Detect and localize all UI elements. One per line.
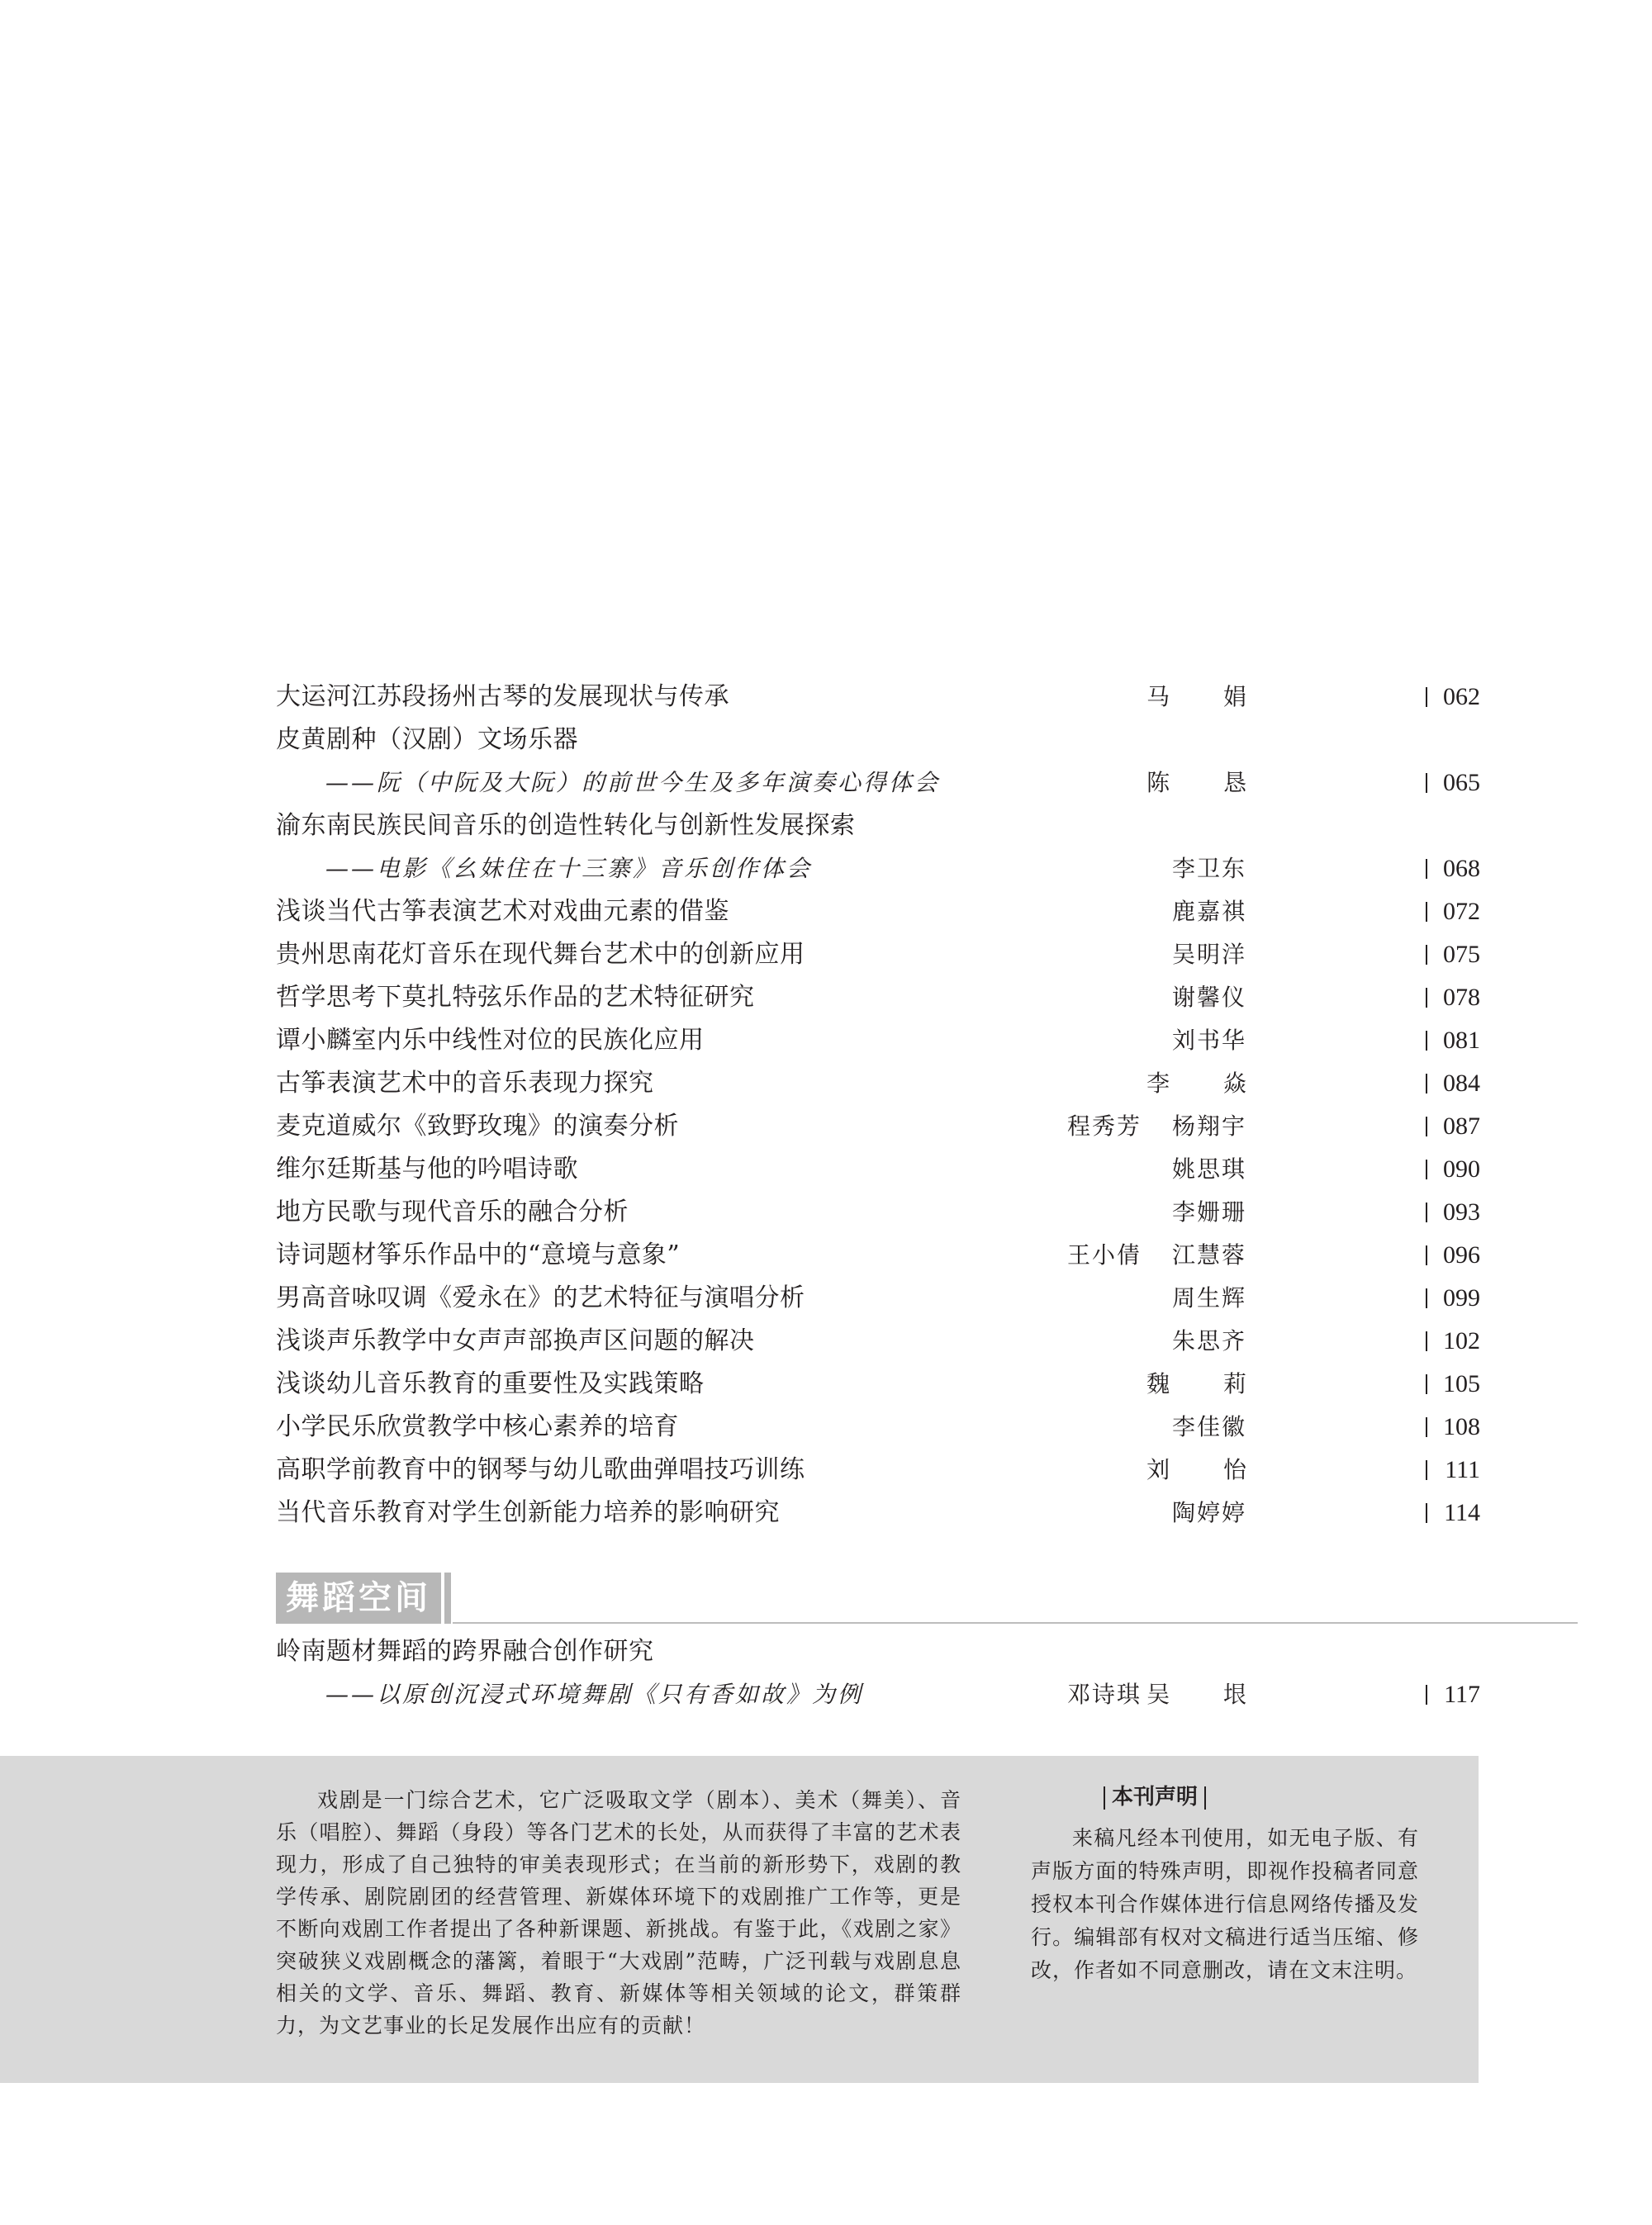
page-separator bbox=[1426, 1117, 1427, 1136]
dance-section bbox=[276, 1573, 1578, 1708]
toc-page-number: 111 bbox=[1445, 1456, 1480, 1483]
page-separator bbox=[1426, 1374, 1427, 1394]
toc-row bbox=[276, 1492, 1482, 1535]
toc-row bbox=[276, 676, 1482, 719]
page-separator bbox=[1426, 1417, 1427, 1437]
toc-row bbox=[276, 1449, 1482, 1492]
toc-page-number: 068 bbox=[1443, 855, 1480, 882]
toc-page-number: 072 bbox=[1443, 898, 1480, 925]
toc-subtitle: ——阮（中阮及大阮）的前世今生及多年演奏心得体会 bbox=[325, 769, 941, 796]
toc-author: 李佳徽 bbox=[1171, 1413, 1246, 1440]
toc-title: 古筝表演艺术中的音乐表现力探究 bbox=[276, 1069, 654, 1098]
toc-author: 吴明洋 bbox=[1171, 941, 1246, 968]
toc-author: 江慧蓉 bbox=[1171, 1241, 1246, 1269]
toc-page-number: 087 bbox=[1443, 1112, 1480, 1140]
section-header bbox=[276, 1573, 1578, 1624]
toc-row bbox=[276, 1105, 1482, 1148]
page-separator bbox=[1426, 1685, 1427, 1705]
page-separator bbox=[1426, 1460, 1427, 1480]
toc-page-number: 102 bbox=[1443, 1327, 1480, 1354]
toc-subtitle-row bbox=[276, 847, 1482, 890]
toc-title: 贵州思南花灯音乐在现代舞台艺术中的创新应用 bbox=[276, 940, 805, 969]
toc-subtitle-row bbox=[276, 1673, 1482, 1716]
toc-author: 鹿嘉祺 bbox=[1171, 898, 1246, 925]
dance-section-list bbox=[276, 1630, 1482, 1716]
page-separator bbox=[1426, 988, 1427, 1008]
page-separator bbox=[1426, 859, 1427, 879]
toc-title: 诗词题材筝乐作品中的“意境与意象” bbox=[276, 1241, 681, 1269]
toc-page-number: 108 bbox=[1443, 1413, 1480, 1440]
toc-author: 魏 莉 bbox=[1146, 1370, 1270, 1397]
toc-title: 哲学思考下莫扎特弦乐作品的艺术特征研究 bbox=[276, 983, 755, 1012]
toc-row bbox=[276, 1630, 1482, 1673]
toc-title: 谭小麟室内乐中线性对位的民族化应用 bbox=[276, 1026, 705, 1055]
toc-row bbox=[276, 1320, 1482, 1363]
toc-row bbox=[276, 1191, 1482, 1234]
toc-author: 吴 垠 bbox=[1146, 1681, 1270, 1708]
toc-row bbox=[276, 719, 1482, 761]
toc-author: 陶婷婷 bbox=[1171, 1499, 1246, 1526]
toc-author: 马 娟 bbox=[1146, 683, 1270, 710]
toc-page-number: 093 bbox=[1443, 1198, 1480, 1226]
toc-title: 男高音咏叹调《爱永在》的艺术特征与演唱分析 bbox=[276, 1283, 805, 1312]
toc-author: 姚思琪 bbox=[1171, 1155, 1246, 1183]
toc-page-number: 114 bbox=[1444, 1499, 1480, 1526]
toc-author: 刘书华 bbox=[1171, 1027, 1246, 1054]
toc-author: 周生辉 bbox=[1171, 1284, 1246, 1312]
page-separator bbox=[1426, 773, 1427, 793]
page-separator bbox=[1426, 945, 1427, 965]
notice-body: 来稿凡经本刊使用，如无电子版、有声版方面的特殊声明，即视作投稿者同意授权本刊合作媒体进行信息网络传播及发行。编辑部有权对文稿进行适当压缩、修改，作者如不同意删改，请在文末注明。 bbox=[1031, 1826, 1419, 1982]
toc-row bbox=[276, 890, 1482, 933]
toc-author: 杨翔宇 bbox=[1171, 1112, 1246, 1140]
toc-page-number: 105 bbox=[1443, 1370, 1480, 1397]
page-separator bbox=[1426, 1288, 1427, 1308]
page-separator bbox=[1426, 902, 1427, 922]
toc-row bbox=[276, 1406, 1482, 1449]
page-separator bbox=[1426, 1203, 1427, 1222]
toc-page-number: 075 bbox=[1443, 941, 1480, 968]
toc-title: 当代音乐教育对学生创新能力培养的影响研究 bbox=[276, 1498, 780, 1527]
toc-row bbox=[276, 1019, 1482, 1062]
toc-subtitle: ——电影《幺妹住在十三寨》音乐创作体会 bbox=[325, 855, 813, 882]
toc-row bbox=[276, 933, 1482, 976]
notice-bar-right bbox=[1204, 1786, 1206, 1810]
page-separator bbox=[1426, 1031, 1427, 1051]
page-separator bbox=[1426, 687, 1427, 707]
toc-title: 浅谈幼儿音乐教育的重要性及实践策略 bbox=[276, 1369, 705, 1398]
toc-page-number: 078 bbox=[1443, 984, 1480, 1011]
toc-author: 刘 怡 bbox=[1146, 1456, 1270, 1483]
toc-title: 麦克道威尔《致野玫瑰》的演奏分析 bbox=[276, 1112, 679, 1141]
toc-title: 小学民乐欣赏教学中核心素养的培育 bbox=[276, 1412, 679, 1441]
toc-subtitle-row bbox=[276, 761, 1482, 804]
toc-row bbox=[276, 804, 1482, 847]
footer-panel bbox=[0, 1756, 1479, 2083]
toc-author: 邓诗琪 bbox=[1066, 1681, 1142, 1708]
toc-author: 李姗珊 bbox=[1171, 1198, 1246, 1226]
toc-title: 渝东南民族民间音乐的创造性转化与创新性发展探索 bbox=[276, 811, 856, 840]
toc-page-number: 065 bbox=[1443, 769, 1480, 796]
toc-title: 浅谈当代古筝表演艺术对戏曲元素的借鉴 bbox=[276, 897, 729, 926]
toc-row bbox=[276, 976, 1482, 1019]
toc-author: 程秀芳 bbox=[1066, 1112, 1142, 1140]
toc-page-number: 081 bbox=[1443, 1027, 1480, 1054]
toc-page-number: 062 bbox=[1443, 683, 1480, 710]
toc-page-number: 084 bbox=[1443, 1070, 1480, 1097]
toc-row bbox=[276, 1277, 1482, 1320]
toc-subtitle: ——以原创沉浸式环境舞剧《只有香如故》为例 bbox=[325, 1681, 864, 1708]
toc-author: 李卫东 bbox=[1171, 855, 1246, 882]
toc-title: 岭南题材舞蹈的跨界融合创作研究 bbox=[276, 1637, 654, 1666]
section-rule bbox=[453, 1622, 1578, 1624]
journal-intro: 戏剧是一门综合艺术，它广泛吸取文学（剧本）、美术（舞美）、音乐（唱腔）、舞蹈（身段）等各门艺术的长处，从而获得了丰富的艺术表现力，形成了自己独特的审美表现形式；在当前的新形势下，戏剧的教学传承、剧院剧团的经营管理、新媒体环境下的戏剧推广工作等，更是不断向戏剧工作者提出了各种新课题、新挑战。有鉴于此，《戏剧之家》突破狭义戏剧概念的藩篱，着眼于“大戏剧”范畴，广泛刊载与戏剧息息相关的文学、音乐、舞蹈、教育、新媒体等相关领域的论文，群策群力，为文艺事业的长足发展作出应有的贡献！ bbox=[276, 1788, 961, 2038]
section-heading: 舞蹈空间 bbox=[276, 1573, 441, 1624]
page-separator bbox=[1426, 1331, 1427, 1351]
toc-page-number: 099 bbox=[1443, 1284, 1480, 1312]
toc-row bbox=[276, 1234, 1482, 1277]
toc-author: 王小倩 bbox=[1066, 1241, 1142, 1269]
toc-row bbox=[276, 1363, 1482, 1406]
toc-title: 地方民歌与现代音乐的融合分析 bbox=[276, 1198, 629, 1226]
toc-author: 谢馨仪 bbox=[1171, 984, 1246, 1011]
page-separator bbox=[1426, 1245, 1427, 1265]
toc-author: 朱思齐 bbox=[1171, 1327, 1246, 1354]
toc-title: 维尔廷斯基与他的吟唱诗歌 bbox=[276, 1155, 578, 1184]
toc-author: 陈 恳 bbox=[1146, 769, 1270, 796]
toc-page-number: 090 bbox=[1443, 1155, 1480, 1183]
page-separator bbox=[1426, 1160, 1427, 1179]
toc-list bbox=[276, 676, 1482, 1535]
toc-page-number: 117 bbox=[1444, 1681, 1480, 1708]
toc-page-number: 096 bbox=[1443, 1241, 1480, 1269]
toc-row bbox=[276, 1148, 1482, 1191]
toc-author: 李 焱 bbox=[1146, 1070, 1270, 1097]
notice-title bbox=[1014, 1781, 1295, 1814]
toc-title: 高职学前教育中的钢琴与幼儿歌曲弹唱技巧训练 bbox=[276, 1455, 805, 1484]
notice-bar-left bbox=[1104, 1786, 1105, 1810]
notice-title-text: 本刊声明 bbox=[1111, 1785, 1198, 1810]
toc-title: 浅谈声乐教学中女声声部换声区问题的解决 bbox=[276, 1326, 755, 1355]
toc-row bbox=[276, 1062, 1482, 1105]
toc-title: 皮黄剧种（汉剧）文场乐器 bbox=[276, 725, 578, 754]
page-separator bbox=[1426, 1503, 1427, 1523]
toc-title: 大运河江苏段扬州古琴的发展现状与传承 bbox=[276, 682, 729, 711]
page-separator bbox=[1426, 1074, 1427, 1094]
